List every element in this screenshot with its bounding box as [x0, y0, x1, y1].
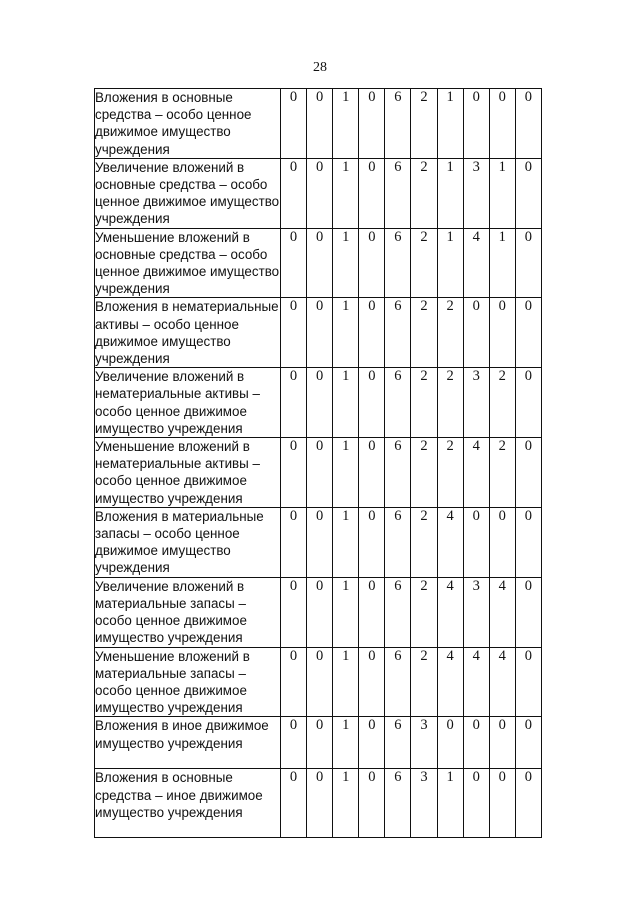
code-digit: 0	[281, 438, 307, 508]
code-digit: 0	[307, 368, 333, 438]
code-digit: 2	[437, 438, 463, 508]
code-digit: 6	[385, 298, 411, 368]
table-row	[95, 368, 542, 438]
code-digit: 2	[411, 298, 437, 368]
code-digit: 3	[411, 717, 437, 769]
code-digit: 2	[411, 368, 437, 438]
code-digit: 0	[463, 769, 489, 838]
code-digit: 6	[385, 717, 411, 769]
table-row	[95, 158, 542, 228]
code-digit: 2	[411, 89, 437, 159]
code-digit: 3	[463, 158, 489, 228]
code-digit: 2	[411, 228, 437, 298]
code-digit: 4	[463, 647, 489, 717]
code-digit: 4	[489, 577, 515, 647]
code-digit: 6	[385, 438, 411, 508]
code-digit: 2	[437, 368, 463, 438]
code-digit: 2	[411, 507, 437, 577]
code-digit: 0	[489, 298, 515, 368]
code-digit: 0	[307, 769, 333, 838]
table-row	[95, 507, 542, 577]
code-digit: 4	[437, 647, 463, 717]
code-digit: 1	[437, 228, 463, 298]
code-digit: 0	[463, 717, 489, 769]
code-digit: 0	[463, 89, 489, 159]
account-description: Уменьшение вложений в нематериальные активы – особо ценное движимое имущество учреждения	[95, 438, 281, 508]
code-digit: 0	[515, 368, 541, 438]
code-digit: 4	[489, 647, 515, 717]
code-digit: 1	[489, 228, 515, 298]
code-digit: 1	[333, 228, 359, 298]
account-description: Вложения в иное движимое имущество учреждения	[95, 717, 281, 769]
account-description: Вложения в основные средства – иное движимое имущество учреждения	[95, 769, 281, 838]
code-digit: 1	[333, 647, 359, 717]
code-digit: 2	[411, 158, 437, 228]
code-digit: 0	[281, 89, 307, 159]
code-digit: 4	[437, 507, 463, 577]
code-digit: 6	[385, 507, 411, 577]
account-description: Уменьшение вложений в материальные запасы – особо ценное движимое имущество учреждения	[95, 647, 281, 717]
table-row	[95, 647, 542, 717]
account-description: Вложения в основные средства – особо ценное движимое имущество учреждения	[95, 89, 281, 159]
code-digit: 0	[515, 769, 541, 838]
code-digit: 1	[333, 89, 359, 159]
code-digit: 0	[515, 228, 541, 298]
code-digit: 0	[307, 228, 333, 298]
code-digit: 0	[307, 507, 333, 577]
code-digit: 0	[281, 717, 307, 769]
account-code-table	[94, 88, 542, 838]
account-description: Вложения в нематериальные активы – особо ценное движимое имущество учреждения	[95, 299, 279, 367]
code-digit: 0	[359, 438, 385, 508]
code-digit: 0	[307, 89, 333, 159]
code-digit: 0	[515, 577, 541, 647]
code-digit: 0	[281, 368, 307, 438]
code-digit: 0	[281, 769, 307, 838]
code-digit: 6	[385, 89, 411, 159]
code-digit: 2	[411, 647, 437, 717]
table-row	[95, 438, 542, 508]
table-row	[95, 298, 542, 368]
code-digit: 0	[281, 228, 307, 298]
code-digit: 0	[359, 577, 385, 647]
code-digit: 1	[333, 577, 359, 647]
code-digit: 6	[385, 769, 411, 838]
code-digit: 6	[385, 577, 411, 647]
account-description: Вложения в материальные запасы – особо ценное движимое имущество учреждения	[95, 507, 281, 577]
code-digit: 0	[359, 769, 385, 838]
code-digit: 0	[307, 717, 333, 769]
code-digit: 0	[281, 577, 307, 647]
code-digit: 0	[359, 228, 385, 298]
code-digit: 6	[385, 228, 411, 298]
code-digit: 2	[489, 438, 515, 508]
code-digit: 1	[333, 368, 359, 438]
code-digit: 4	[463, 438, 489, 508]
code-digit: 0	[515, 717, 541, 769]
code-digit: 0	[515, 507, 541, 577]
code-digit: 4	[437, 577, 463, 647]
code-digit: 6	[385, 647, 411, 717]
code-digit: 1	[333, 769, 359, 838]
code-digit: 1	[333, 298, 359, 368]
code-digit: 0	[489, 507, 515, 577]
code-digit: 0	[359, 717, 385, 769]
code-digit: 0	[463, 507, 489, 577]
code-digit: 6	[385, 158, 411, 228]
code-digit: 0	[359, 647, 385, 717]
code-digit: 1	[489, 158, 515, 228]
account-description: Увеличение вложений в основные средства – особо ценное движимое имущество учреждения	[95, 159, 280, 227]
code-digit: 3	[411, 769, 437, 838]
code-digit: 1	[333, 438, 359, 508]
table-row	[95, 717, 542, 769]
code-digit: 1	[333, 507, 359, 577]
code-digit: 0	[359, 298, 385, 368]
table-row	[95, 577, 542, 647]
code-digit: 0	[515, 158, 541, 228]
code-digit: 6	[385, 368, 411, 438]
account-description: Увеличение вложений в материальные запасы – особо ценное движимое имущество учреждения	[95, 577, 281, 647]
code-digit: 0	[281, 507, 307, 577]
code-digit: 1	[437, 769, 463, 838]
code-digit: 2	[489, 368, 515, 438]
code-digit: 0	[281, 647, 307, 717]
code-digit: 3	[463, 577, 489, 647]
account-description: Увеличение вложений в нематериальные активы – особо ценное движимое имущество учреждения	[95, 368, 281, 438]
code-digit: 1	[333, 717, 359, 769]
code-digit: 0	[359, 158, 385, 228]
code-digit: 0	[307, 647, 333, 717]
code-digit: 3	[463, 368, 489, 438]
page-number: 28	[313, 60, 327, 75]
code-digit: 0	[489, 769, 515, 838]
code-digit: 2	[411, 577, 437, 647]
code-digit: 0	[359, 368, 385, 438]
code-digit: 0	[307, 158, 333, 228]
code-digit: 1	[437, 158, 463, 228]
code-digit: 1	[437, 89, 463, 159]
code-digit: 0	[359, 89, 385, 159]
code-digit: 0	[489, 717, 515, 769]
code-digit: 2	[411, 438, 437, 508]
table-row	[95, 769, 542, 838]
code-digit: 0	[489, 89, 515, 159]
code-digit: 0	[515, 89, 541, 159]
code-digit: 0	[281, 298, 307, 368]
table-row	[95, 89, 542, 159]
code-digit: 4	[463, 228, 489, 298]
code-digit: 0	[515, 438, 541, 508]
code-digit: 0	[515, 298, 541, 368]
table-row	[95, 228, 542, 298]
code-digit: 1	[333, 158, 359, 228]
code-digit: 0	[307, 577, 333, 647]
account-description: Уменьшение вложений в основные средства – особо ценное движимое имущество учреждения	[95, 229, 280, 297]
code-digit: 0	[463, 298, 489, 368]
code-digit: 0	[307, 438, 333, 508]
code-digit: 0	[359, 507, 385, 577]
code-digit: 0	[515, 647, 541, 717]
code-digit: 0	[307, 298, 333, 368]
code-digit: 0	[437, 717, 463, 769]
code-digit: 2	[437, 298, 463, 368]
code-digit: 0	[281, 158, 307, 228]
